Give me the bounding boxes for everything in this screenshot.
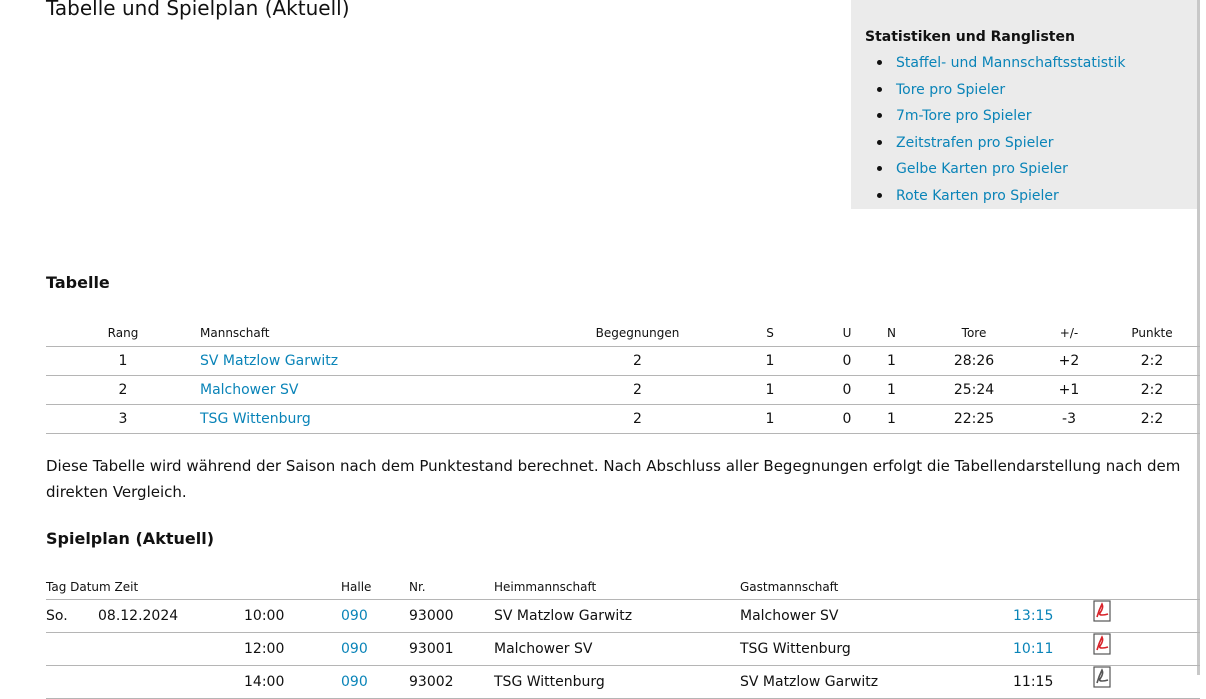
sidebar-item [851, 52, 1126, 79]
day-cell [46, 633, 98, 666]
link-7m-goals-per-player[interactable]: 7m-Tore pro Spieler [896, 108, 1032, 125]
rank-cell: 1 [46, 347, 200, 376]
team-cell [200, 405, 560, 434]
header-draws: U [825, 320, 869, 347]
link-goals-per-player[interactable]: Tore pro Spieler [896, 81, 1006, 98]
header-hall: Halle [341, 575, 409, 600]
link-team-statistics[interactable]: Staffel- und Mannschaftsstatistik [896, 55, 1126, 71]
header-number: Nr. [409, 575, 494, 600]
result-cell [1013, 633, 1091, 666]
header-result [1013, 575, 1091, 600]
header-goals: Tore [914, 320, 1034, 347]
draws-cell: 0 [825, 347, 869, 376]
diff-cell: +1 [1034, 376, 1104, 405]
sidebar-item [851, 185, 1126, 212]
day-cell [46, 666, 98, 699]
goals-cell: 22:25 [914, 405, 1034, 434]
header-points: Punkte [1104, 320, 1200, 347]
sidebar-item [851, 158, 1126, 185]
header-diff: +/- [1034, 320, 1104, 347]
header-home-team: Heimmannschaft [494, 575, 740, 600]
home-team-cell: TSG Wittenburg [494, 666, 740, 699]
schedule-table [46, 575, 1200, 699]
bullet-icon [877, 87, 882, 92]
wins-cell: 1 [715, 405, 825, 434]
schedule-row [46, 666, 1200, 699]
pdf-icon[interactable] [1091, 666, 1113, 698]
rank-cell: 3 [46, 405, 200, 434]
result-cell: 11:15 [1013, 666, 1091, 699]
hall-link[interactable]: 090 [341, 607, 368, 624]
schedule-row [46, 633, 1200, 666]
time-cell: 10:00 [244, 600, 341, 633]
standings-header-row [46, 320, 1200, 347]
sidebar-item [851, 132, 1126, 159]
report-cell [1091, 633, 1200, 666]
time-cell: 14:00 [244, 666, 341, 699]
schedule-row [46, 600, 1200, 633]
report-cell [1091, 666, 1200, 699]
day-cell: So. [46, 600, 98, 633]
wins-cell: 1 [715, 347, 825, 376]
game-number-cell: 93000 [409, 600, 494, 633]
statistics-sidebar [851, 0, 1197, 209]
sidebar-item [851, 105, 1126, 132]
standings-title: Tabelle [46, 273, 110, 292]
bullet-icon [877, 60, 882, 65]
standings-row [46, 405, 1200, 434]
wins-cell: 1 [715, 376, 825, 405]
schedule-header-row [46, 575, 1200, 600]
header-report [1091, 575, 1200, 600]
bullet-icon [877, 113, 882, 118]
link-red-cards-per-player[interactable]: Rote Karten pro Spieler [896, 187, 1059, 204]
home-team-cell: Malchower SV [494, 633, 740, 666]
losses-cell: 1 [869, 405, 914, 434]
draws-cell: 0 [825, 405, 869, 434]
bullet-icon [877, 193, 882, 198]
team-link[interactable]: SV Matzlow Garwitz [200, 353, 339, 369]
pdf-icon[interactable] [1091, 600, 1113, 632]
header-team: Mannschaft [200, 320, 560, 347]
date-cell [98, 666, 244, 699]
header-games: Begegnungen [560, 320, 715, 347]
guest-team-cell: Malchower SV [740, 600, 1013, 633]
hall-cell [341, 666, 409, 699]
result-link[interactable]: 10:11 [1013, 640, 1054, 657]
games-cell: 2 [560, 376, 715, 405]
goals-cell: 28:26 [914, 347, 1034, 376]
hall-link[interactable]: 090 [341, 673, 368, 690]
games-cell: 2 [560, 405, 715, 434]
result-link[interactable]: 13:15 [1013, 607, 1054, 624]
losses-cell: 1 [869, 347, 914, 376]
hall-cell [341, 633, 409, 666]
team-link[interactable]: Malchower SV [200, 382, 299, 398]
goals-cell: 25:24 [914, 376, 1034, 405]
date-cell [98, 633, 244, 666]
team-link[interactable]: TSG Wittenburg [200, 411, 311, 427]
standings-row [46, 347, 1200, 376]
report-cell [1091, 600, 1200, 633]
link-yellow-cards-per-player[interactable]: Gelbe Karten pro Spieler [896, 161, 1068, 178]
bullet-icon [877, 166, 882, 171]
bullet-icon [877, 140, 882, 145]
header-losses: N [869, 320, 914, 347]
points-cell: 2:2 [1104, 347, 1200, 376]
diff-cell: +2 [1034, 347, 1104, 376]
result-cell [1013, 600, 1091, 633]
header-wins: S [715, 320, 825, 347]
hall-cell [341, 600, 409, 633]
sidebar-item [851, 79, 1126, 106]
header-day-date-time: Tag Datum Zeit [46, 575, 341, 600]
standings-row [46, 376, 1200, 405]
standings-table [46, 320, 1200, 434]
statistics-link-list [851, 52, 1126, 212]
home-team-cell: SV Matzlow Garwitz [494, 600, 740, 633]
guest-team-cell: TSG Wittenburg [740, 633, 1013, 666]
standings-note: Diese Tabelle wird während der Saison nach dem Punktestand berechnet. Nach Abschluss aller Begegnungen erfolgt die Tabellendarstellung nach dem direkten Vergleich. [46, 457, 1181, 501]
rank-cell: 2 [46, 376, 200, 405]
pdf-icon[interactable] [1091, 633, 1113, 665]
diff-cell: -3 [1034, 405, 1104, 434]
guest-team-cell: SV Matzlow Garwitz [740, 666, 1013, 699]
header-rank: Rang [46, 320, 200, 347]
page-title: Tabelle und Spielplan (Aktuell) [46, 0, 350, 20]
game-number-cell: 93002 [409, 666, 494, 699]
sidebar-heading: Statistiken und Ranglisten [865, 29, 1075, 45]
date-cell: 08.12.2024 [98, 600, 244, 633]
losses-cell: 1 [869, 376, 914, 405]
time-cell: 12:00 [244, 633, 341, 666]
link-penalties-per-player[interactable]: Zeitstrafen pro Spieler [896, 134, 1054, 151]
team-cell [200, 376, 560, 405]
games-cell: 2 [560, 347, 715, 376]
hall-link[interactable]: 090 [341, 640, 368, 657]
draws-cell: 0 [825, 376, 869, 405]
header-guest-team: Gastmannschaft [740, 575, 1013, 600]
schedule-title: Spielplan (Aktuell) [46, 529, 214, 548]
points-cell: 2:2 [1104, 405, 1200, 434]
team-cell [200, 347, 560, 376]
game-number-cell: 93001 [409, 633, 494, 666]
points-cell: 2:2 [1104, 376, 1200, 405]
